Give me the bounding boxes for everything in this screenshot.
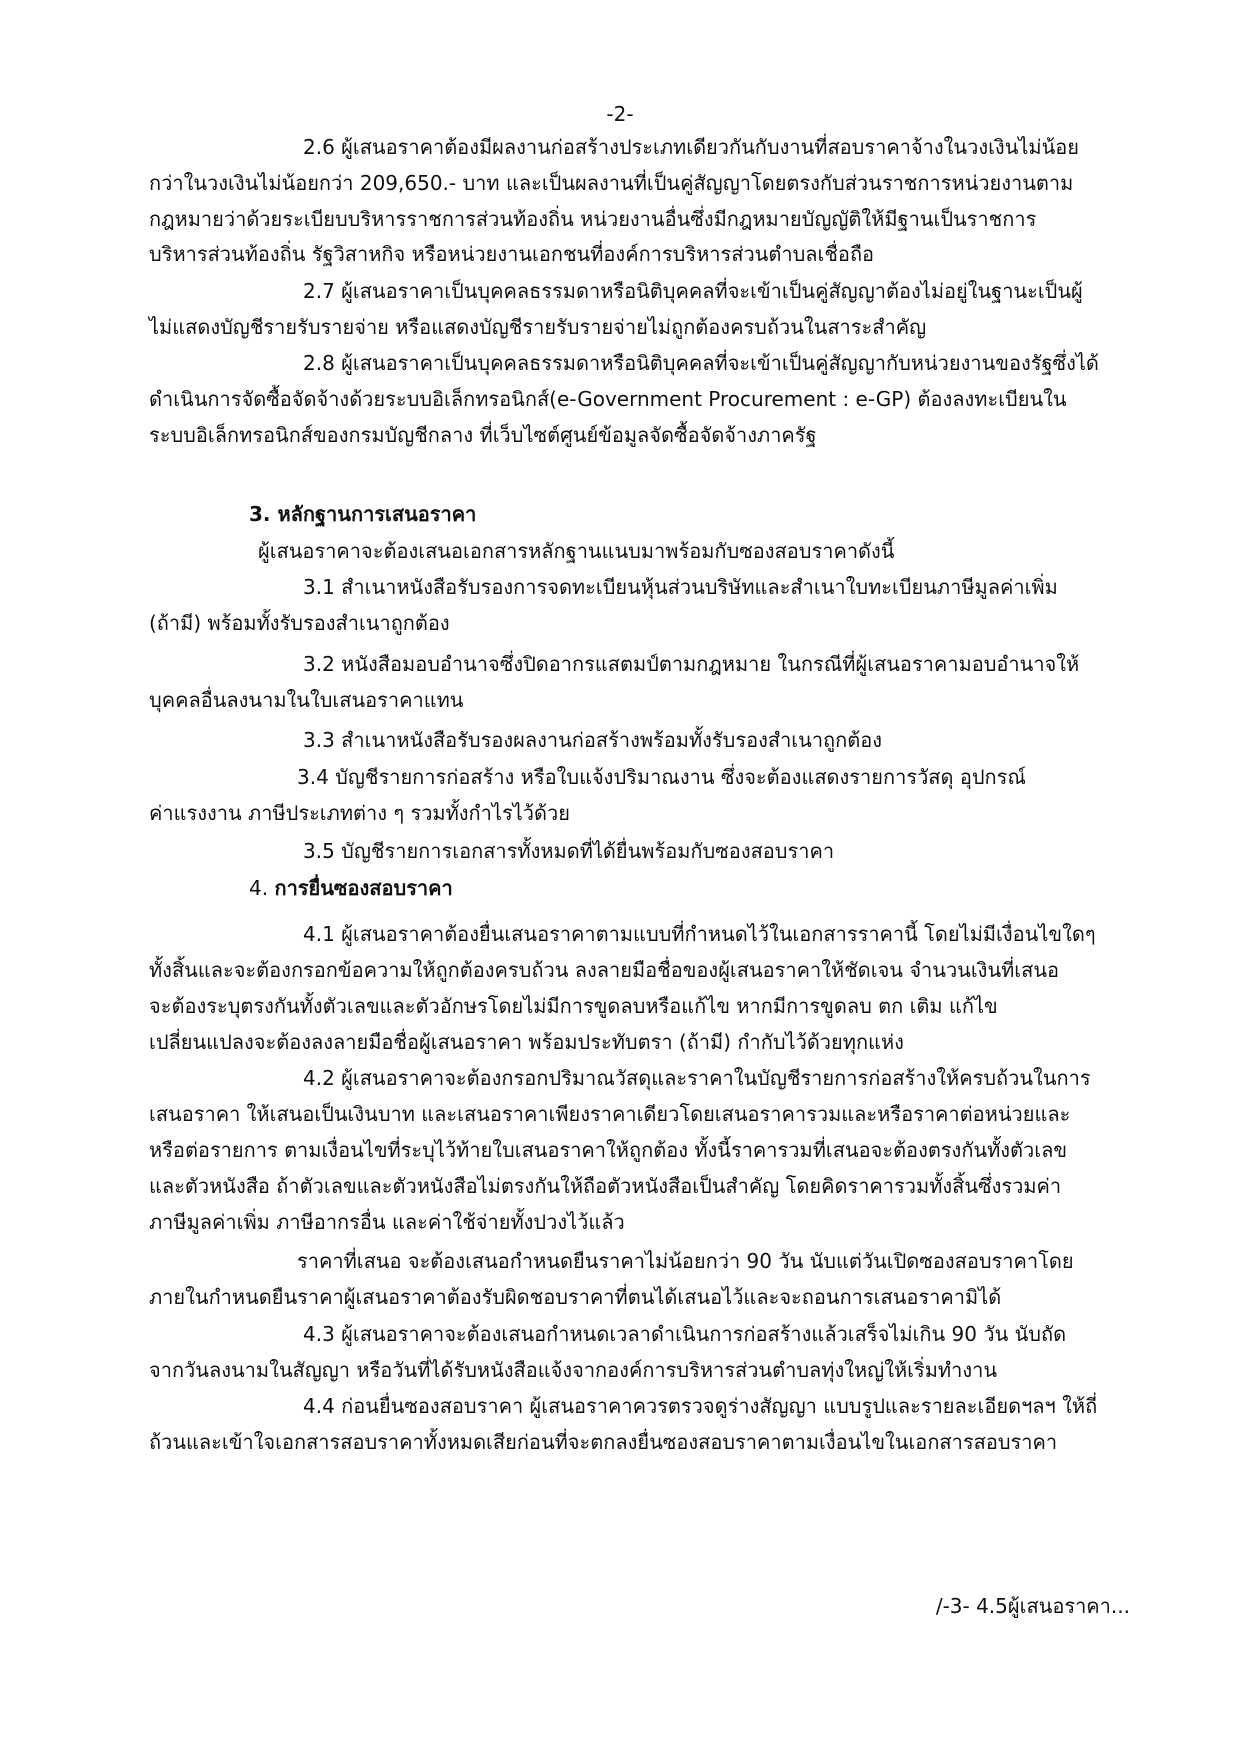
item-2-8-line-3: ระบบอิเล็กทรอนิกส์ของกรมบัญชีกลาง ที่เว็บไซต์ศูนย์ข้อมูลจัดซื้อจัดจ้างภาครัฐ (149, 423, 817, 447)
item-2-6-line-3: กฎหมายว่าด้วยระเบียบบริหารราชการส่วนท้องถิ่น หน่วยงานอื่นซึ่งมีกฎหมายบัญญัติให้มีฐานเป็นราชการ (149, 207, 1037, 231)
section-4-heading-number: 4. (249, 876, 275, 900)
section-4-heading-text: การยื่นซองสอบราคา (274, 876, 453, 900)
item-4-1-line-1: 4.1 ผู้เสนอราคาต้องยื่นเสนอราคาตามแบบที่กำหนดไว้ในเอกสารราคานี้ โดยไม่มีเงื่อนไขใดๆ (303, 922, 1096, 946)
section-3-heading: 3. หลักฐานการเสนอราคา (249, 502, 477, 526)
price-validity-line-2: ภายในกำหนดยืนราคาผู้เสนอราคาต้องรับผิดชอบราคาที่ตนได้เสนอไว้และจะถอนการเสนอราคามิได้ (149, 1285, 1002, 1309)
item-3-1-line-1: 3.1 สำเนาหนังสือรับรองการจดทะเบียนหุ้นส่วนบริษัทและสำเนาใบทะเบียนภาษีมูลค่าเพิ่ม (303, 575, 1058, 599)
item-4-3-line-1: 4.3 ผู้เสนอราคาจะต้องเสนอกำหนดเวลาดำเนินการก่อสร้างแล้วเสร็จไม่เกิน 90 วัน นับถัด (303, 1322, 1067, 1346)
item-4-2-line-1: 4.2 ผู้เสนอราคาจะต้องกรอกปริมาณวัสดุและราคาในบัญชีรายการก่อสร้างให้ครบถ้วนในการ (303, 1066, 1091, 1090)
item-3-5: 3.5 บัญชีรายการเอกสารทั้งหมดที่ได้ยื่นพร้อมกับซองสอบราคา (303, 839, 835, 863)
item-4-4-line-2: ถ้วนและเข้าใจเอกสารสอบราคาทั้งหมดเสียก่อนที่จะตกลงยื่นซองสอบราคาตามเงื่อนไขในเอกสารสอบราคา (149, 1430, 1058, 1454)
item-4-4-line-1: 4.4 ก่อนยื่นซองสอบราคา ผู้เสนอราคาควรตรวจดูร่างสัญญา แบบรูปและรายละเอียดฯลฯ ให้ถี่ (303, 1394, 1098, 1418)
item-4-1-line-4: เปลี่ยนแปลงจะต้องลงลายมือชื่อผู้เสนอราคา พร้อมประทับตรา (ถ้ามี) กำกับไว้ด้วยทุกแห่ง (149, 1030, 904, 1054)
item-3-2-line-2: บุคคลอื่นลงนามในใบเสนอราคาแทน (149, 688, 464, 712)
item-4-2-line-4: และตัวหนังสือ ถ้าตัวเลขและตัวหนังสือไม่ตรงกันให้ถือตัวหนังสือเป็นสำคัญ โดยคิดราคารวมทั้งสิ้นซึ่งรวมค่า (149, 1174, 1062, 1198)
item-2-6-line-1: 2.6 ผู้เสนอราคาต้องมีผลงานก่อสร้างประเภทเดียวกันกับงานที่สอบราคาจ้างในวงเงินไม่น้อย (303, 135, 1080, 159)
item-3-2-line-1: 3.2 หนังสือมอบอำนาจซึ่งปิดอากรแสตมป์ตามกฎหมาย ในกรณีที่ผู้เสนอราคามอบอำนาจให้ (303, 652, 1080, 676)
item-3-4-line-1: 3.4 บัญชีรายการก่อสร้าง หรือใบแจ้งปริมาณงาน ซึ่งจะต้องแสดงรายการวัสดุ อุปกรณ์ (297, 765, 1026, 789)
item-3-4-line-2: ค่าแรงงาน ภาษีประเภทต่าง ๆ รวมทั้งกำไรไว้ด้วย (149, 801, 570, 825)
item-4-2-line-2: เสนอราคา ให้เสนอเป็นเงินบาท และเสนอราคาเพียงราคาเดียวโดยเสนอราคารวมและหรือราคาต่อหน่วยและ (149, 1102, 1071, 1126)
section-4-heading (249, 874, 453, 902)
footer-continuation: /-3- 4.5ผู้เสนอราคา... (935, 1594, 1130, 1618)
section-3-intro: ผู้เสนอราคาจะต้องเสนอเอกสารหลักฐานแนบมาพร้อมกับซองสอบราคาดังนี้ (258, 539, 895, 563)
item-2-8-line-1: 2.8 ผู้เสนอราคาเป็นบุคคลธรรมดาหรือนิติบุคคลที่จะเข้าเป็นคู่สัญญากับหน่วยงานของรัฐซึ่งได้ (303, 351, 1099, 375)
page-number: -2- (606, 102, 634, 126)
item-4-3-line-2: จากวันลงนามในสัญญา หรือวันที่ได้รับหนังสือแจ้งจากองค์การบริหารส่วนตำบลทุ่งใหญ่ให้เริ่มทำงาน (149, 1358, 998, 1382)
item-2-6-line-2: กว่าในวงเงินไม่น้อยกว่า 209,650.- บาท และเป็นผลงานที่เป็นคู่สัญญาโดยตรงกับส่วนราชการหน่วยงานตาม (149, 171, 1074, 195)
item-2-7-line-1: 2.7 ผู้เสนอราคาเป็นบุคคลธรรมดาหรือนิติบุคคลที่จะเข้าเป็นคู่สัญญาต้องไม่อยู่ในฐานะเป็นผู้ (303, 279, 1083, 303)
item-2-8-line-2: ดำเนินการจัดซื้อจัดจ้างด้วยระบบอิเล็กทรอนิกส์(e-Government Procurement : e-GP) ต้องลงทะเบียนใน (149, 387, 1067, 411)
item-2-7-line-2: ไม่แสดงบัญชีรายรับรายจ่าย หรือแสดงบัญชีรายรับรายจ่ายไม่ถูกต้องครบถ้วนในสาระสำคัญ (149, 315, 927, 339)
item-3-3: 3.3 สำเนาหนังสือรับรองผลงานก่อสร้างพร้อมทั้งรับรองสำเนาถูกต้อง (303, 728, 883, 752)
item-4-2-line-5: ภาษีมูลค่าเพิ่ม ภาษีอากรอื่น และค่าใช้จ่ายทั้งปวงไว้แล้ว (149, 1210, 625, 1234)
item-4-1-line-3: จะต้องระบุตรงกันทั้งตัวเลขและตัวอักษรโดยไม่มีการขูดลบหรือแก้ไข หากมีการขูดลบ ตก เติม แก้ไข (149, 994, 998, 1018)
item-3-1-line-2: (ถ้ามี) พร้อมทั้งรับรองสำเนาถูกต้อง (149, 611, 450, 635)
item-4-2-line-3: หรือต่อรายการ ตามเงื่อนไขที่ระบุไว้ท้ายใบเสนอราคาให้ถูกต้อง ทั้งนี้ราคารวมที่เสนอจะต้องตรงกันทั้งตัวเลข (149, 1138, 1068, 1162)
item-4-1-line-2: ทั้งสิ้นและจะต้องกรอกข้อความให้ถูกต้องครบถ้วน ลงลายมือชื่อของผู้เสนอราคาให้ชัดเจน จำนวนเงินที่เสนอ (149, 958, 1060, 982)
item-2-6-line-4: บริหารส่วนท้องถิ่น รัฐวิสาหกิจ หรือหน่วยงานเอกชนที่องค์การบริหารส่วนตำบลเชื่อถือ (149, 242, 875, 266)
price-validity-line-1: ราคาที่เสนอ จะต้องเสนอกำหนดยืนราคาไม่น้อยกว่า 90 วัน นับแต่วันเปิดซองสอบราคาโดย (297, 1249, 1074, 1273)
